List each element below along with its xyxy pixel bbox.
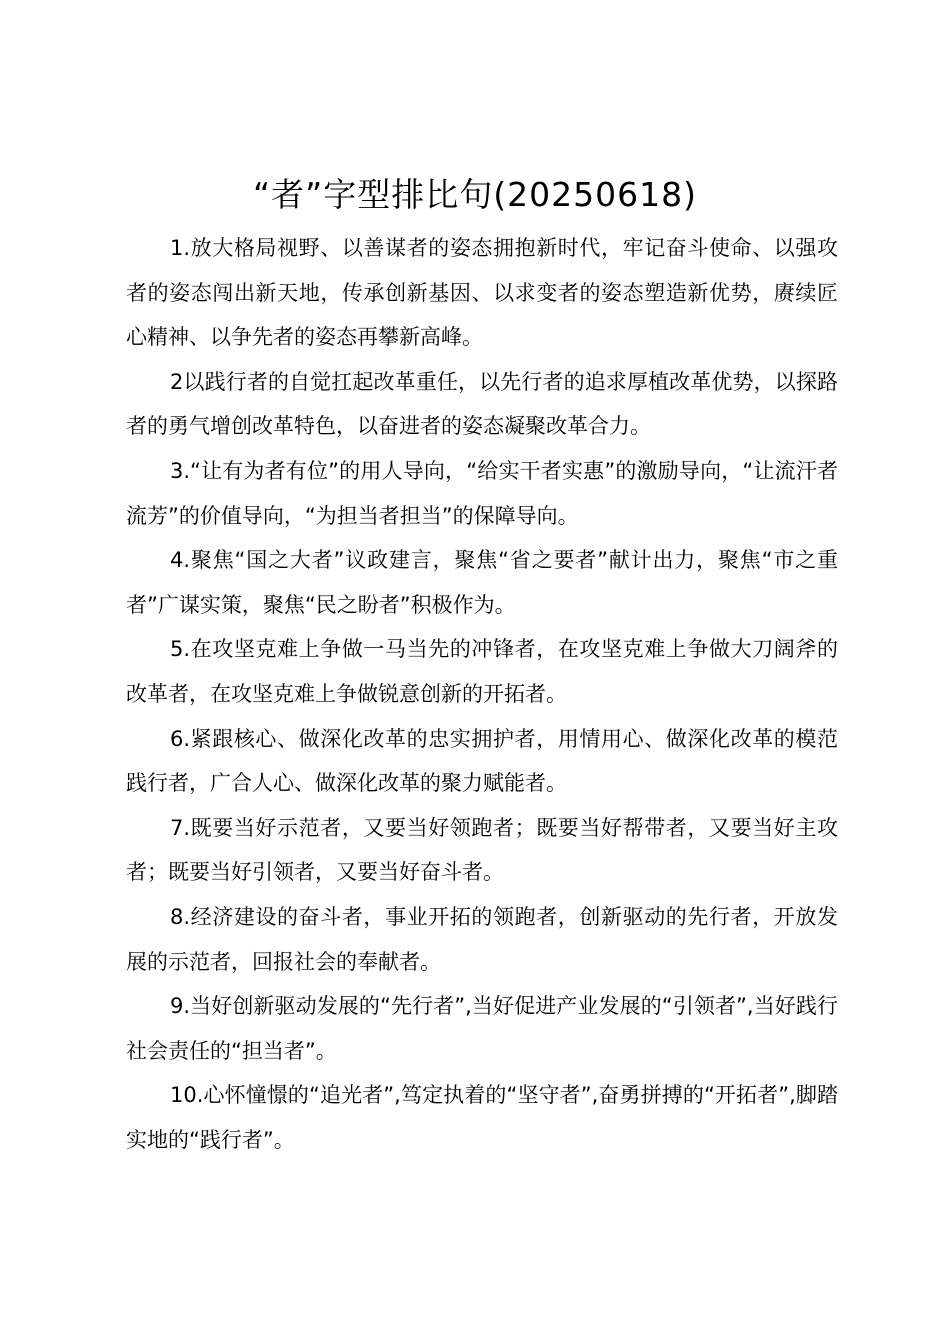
paragraph-9: 9.当好创新驱动发展的“先行者”,当好促进产业发展的“引领者”,当好践行社会责任的“担当者”。 (126, 994, 838, 1063)
document-body (126, 226, 838, 1162)
paragraph-5: 5.在攻坚克难上争做一马当先的冲锋者，在攻坚克难上争做大刀阔斧的改革者，在攻坚克难上争做锐意创新的开拓者。 (126, 637, 838, 706)
paragraph-6: 6.紧跟核心、做深化改革的忠实拥护者，用情用心、做深化改革的模范践行者，广合人心、做深化改革的聚力赋能者。 (126, 726, 838, 796)
paragraph-7: 7.既要当好示范者，又要当好领跑者；既要当好帮带者，又要当好主攻者；既要当好引领者，又要当好奋斗者。 (126, 815, 838, 885)
paragraph-10: 10.心怀憧憬的“追光者”,笃定执着的“坚守者”,奋勇拼搏的“开拓者”,脚踏实地的“践行者”。 (126, 1083, 838, 1152)
paragraph-4: 4.聚焦“国之大者”议政建言，聚焦“省之要者”献计出力，聚焦“市之重者”广谋实策，聚焦“民之盼者”积极作为。 (126, 548, 838, 617)
paragraph-8: 8.经济建设的奋斗者，事业开拓的领跑者，创新驱动的先行者，开放发展的示范者，回报社会的奉献者。 (126, 904, 838, 974)
paragraph-1: 1.放大格局视野、以善谋者的姿态拥抱新时代，牢记奋斗使命、以强攻者的姿态闯出新天地，传承创新基因、以求变者的姿态塑造新优势，赓续匠心精神、以争先者的姿态再攀新高峰。 (126, 236, 838, 350)
paragraph-2: 2以践行者的自觉扛起改革重任，以先行者的追求厚植改革优势，以探路者的勇气增创改革特色，以奋进者的姿态凝聚改革合力。 (126, 369, 838, 439)
document-title: “者”字型排比句(20250618) (253, 175, 697, 214)
paragraph-3: 3.“让有为者有位”的用人导向，“给实干者实惠”的激励导向，“让流汗者流芳”的价值导向，“为担当者担当”的保障导向。 (126, 458, 838, 528)
